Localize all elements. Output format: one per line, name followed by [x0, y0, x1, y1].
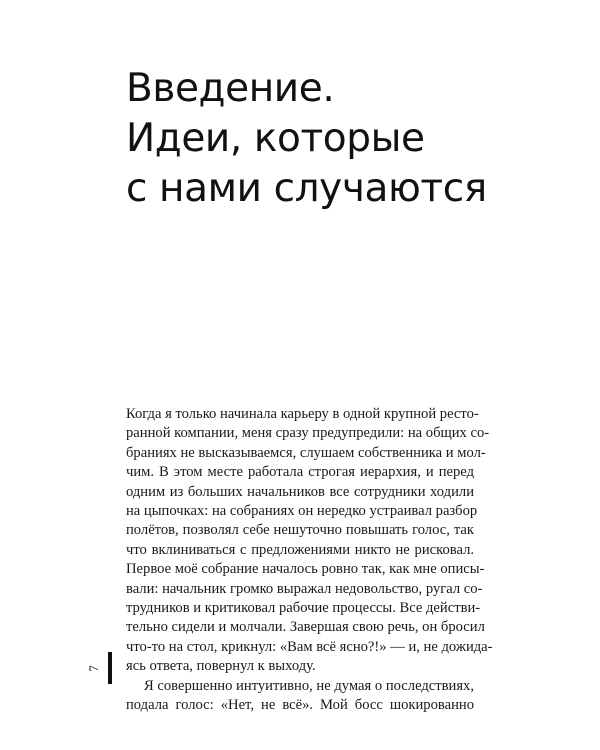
chapter-title-line: Введение.	[126, 66, 335, 111]
text-line: ранной компании, меня сразу предупредили: на общих со-	[126, 425, 490, 442]
text-line: Когда я только начинала карьеру в одной крупной ресто-	[126, 406, 479, 422]
text-line: одним из больших начальников все сотрудники ходили	[126, 483, 474, 500]
page-folio	[85, 652, 114, 684]
paragraph	[126, 405, 493, 677]
chapter-title	[126, 64, 566, 214]
text-line: полётов, позволял себе нешуточно повышать голос, так	[126, 522, 474, 539]
text-line: что вклиниваться с предложениями никто не рисковал.	[126, 541, 474, 558]
text-line: браниях не высказываемся, слушаем собственника и мол-	[126, 444, 486, 461]
text-line: Первое моё собрание началось ровно так, как мне описы-	[126, 561, 485, 578]
body-text	[126, 405, 493, 716]
folio-bar	[108, 652, 112, 684]
text-line: ясь ответа, повернул к выходу.	[126, 658, 316, 675]
text-line: тельно сидели и молчали. Завершая свою речь, он бросил	[126, 619, 485, 636]
chapter-title-line: Идеи, которые	[126, 116, 425, 161]
text-line: подала голос: «Нет, не всё». Мой босс шокированно	[126, 697, 474, 714]
text-line: вали: начальник громко выражал недовольство, ругал со-	[126, 580, 483, 597]
text-line: на цыпочках: на собраниях он нередко устраивал разбор	[126, 503, 478, 520]
text-line: чим. В этом месте работала строгая иерархия, и перед	[126, 464, 474, 481]
paragraph	[126, 677, 474, 716]
text-line: Я совершенно интуитивно, не думая о последствиях,	[144, 677, 474, 694]
page-number: 7	[85, 665, 101, 672]
text-line: что-то на стол, крикнул: «Вам всё ясно?!» — и, не дожида-	[126, 638, 493, 655]
chapter-title-line: с нами случаются	[126, 166, 487, 211]
text-line: трудников и критиковал рабочие процессы. Все действи-	[126, 600, 481, 617]
